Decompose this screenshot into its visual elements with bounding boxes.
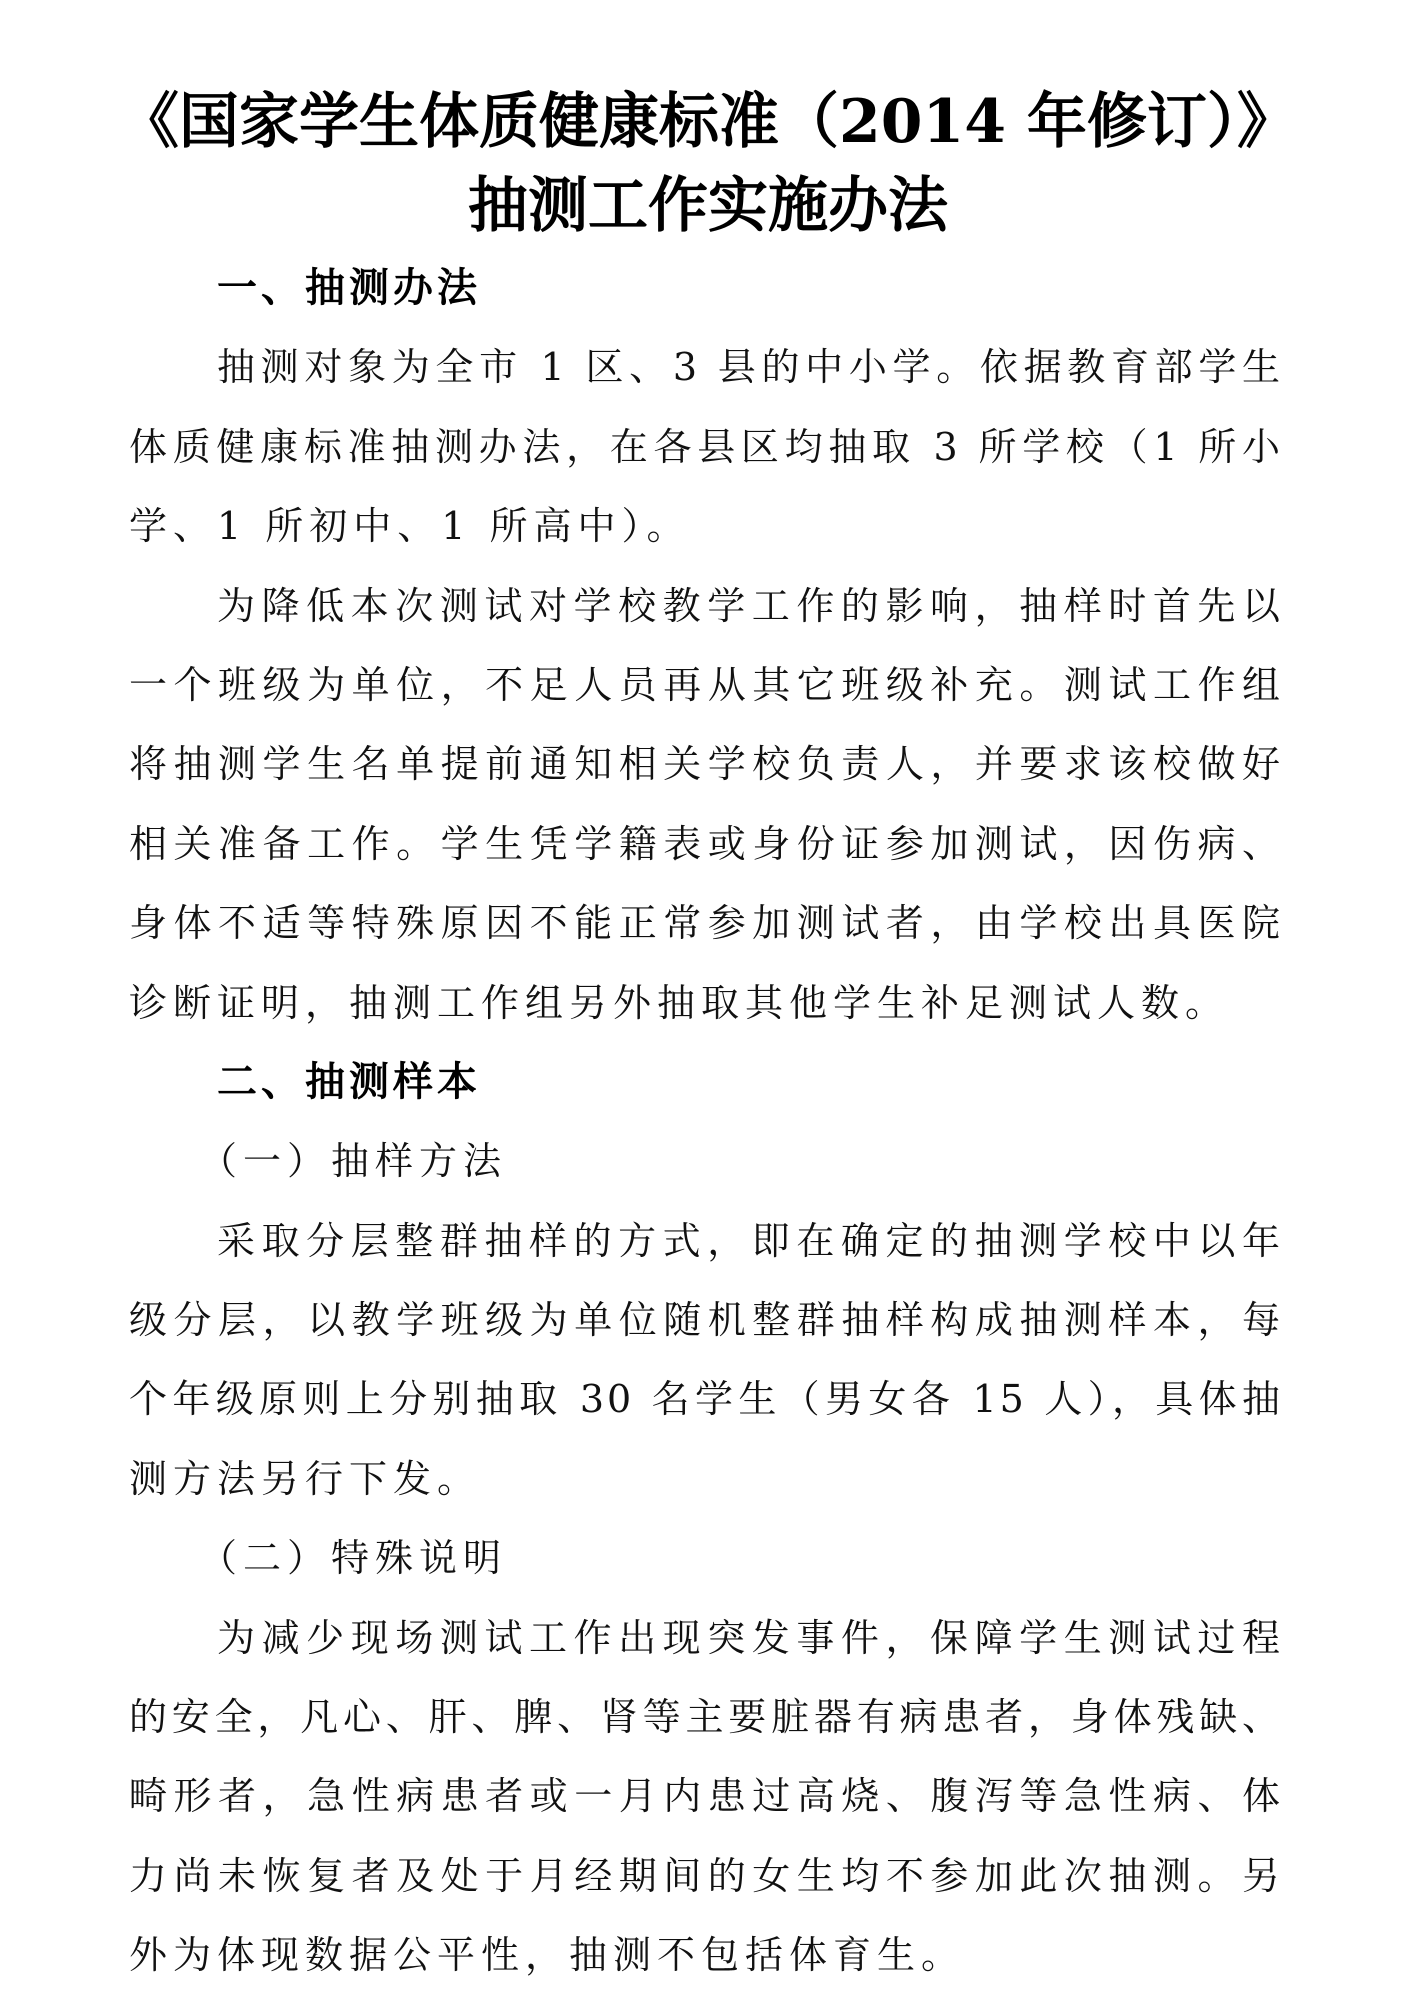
paragraph-2-line-4: 相关准备工作。学生凭学籍表或身份证参加测试，因伤病、 — [129, 821, 1283, 866]
paragraph-2-line-6: 诊断证明，抽测工作组另外抽取其他学生补足测试人数。 — [129, 980, 1230, 1025]
subsection-heading-2: （二）特殊说明 — [199, 1536, 508, 1581]
section-heading-2: 二、抽测样本 — [217, 1058, 481, 1105]
section-heading-1: 一、抽测办法 — [217, 265, 481, 311]
paragraph-4-line-1: 为减少现场测试工作出现突发事件，保障学生测试过程 — [217, 1615, 1283, 1660]
paragraph-3-line-4: 测方法另行下发。 — [129, 1456, 482, 1501]
paragraph-4-line-5: 外为体现数据公平性，抽测不包括体育生。 — [129, 1933, 966, 1978]
title-line-2: 抽测工作实施办法 — [468, 171, 948, 241]
paragraph-2-line-1: 为降低本次测试对学校教学工作的影响，抽样时首先以 — [217, 583, 1283, 628]
document-title — [0, 80, 1416, 248]
title-line-1: 《国家学生体质健康标准（2014 年修订）》 — [119, 87, 1297, 157]
paragraph-1-line-3: 学、1 所初中、1 所高中）。 — [129, 504, 691, 549]
paragraph-4-line-4: 力尚未恢复者及处于月经期间的女生均不参加此次抽测。另 — [129, 1853, 1283, 1898]
paragraph-3-line-3: 个年级原则上分别抽取 30 名学生（男女各 15 人），具体抽 — [129, 1377, 1283, 1422]
subsection-heading-1: （一）抽样方法 — [199, 1139, 508, 1184]
paragraph-2-line-2: 一个班级为单位，不足人员再从其它班级补充。测试工作组 — [129, 662, 1283, 707]
paragraph-3-line-2: 级分层，以教学班级为单位随机整群抽样构成抽测样本，每 — [129, 1298, 1283, 1343]
paragraph-1-line-1: 抽测对象为全市 1 区、3 县的中小学。依据教育部学生 — [217, 345, 1283, 390]
paragraph-3-line-1: 采取分层整群抽样的方式，即在确定的抽测学校中以年 — [217, 1218, 1283, 1263]
paragraph-2-line-3: 将抽测学生名单提前通知相关学校负责人，并要求该校做好 — [129, 742, 1283, 787]
paragraph-4-line-2: 的安全，凡心、肝、脾、肾等主要脏器有病患者，身体残缺、 — [129, 1695, 1283, 1740]
paragraph-2-line-5: 身体不适等特殊原因不能正常参加测试者，由学校出具医院 — [129, 901, 1283, 946]
paragraph-1-line-2: 体质健康标准抽测办法，在各县区均抽取 3 所学校（1 所小 — [129, 424, 1283, 469]
document-body — [129, 249, 1283, 1996]
paragraph-4-line-3: 畸形者，急性病患者或一月内患过高烧、腹泻等急性病、体 — [129, 1774, 1283, 1819]
